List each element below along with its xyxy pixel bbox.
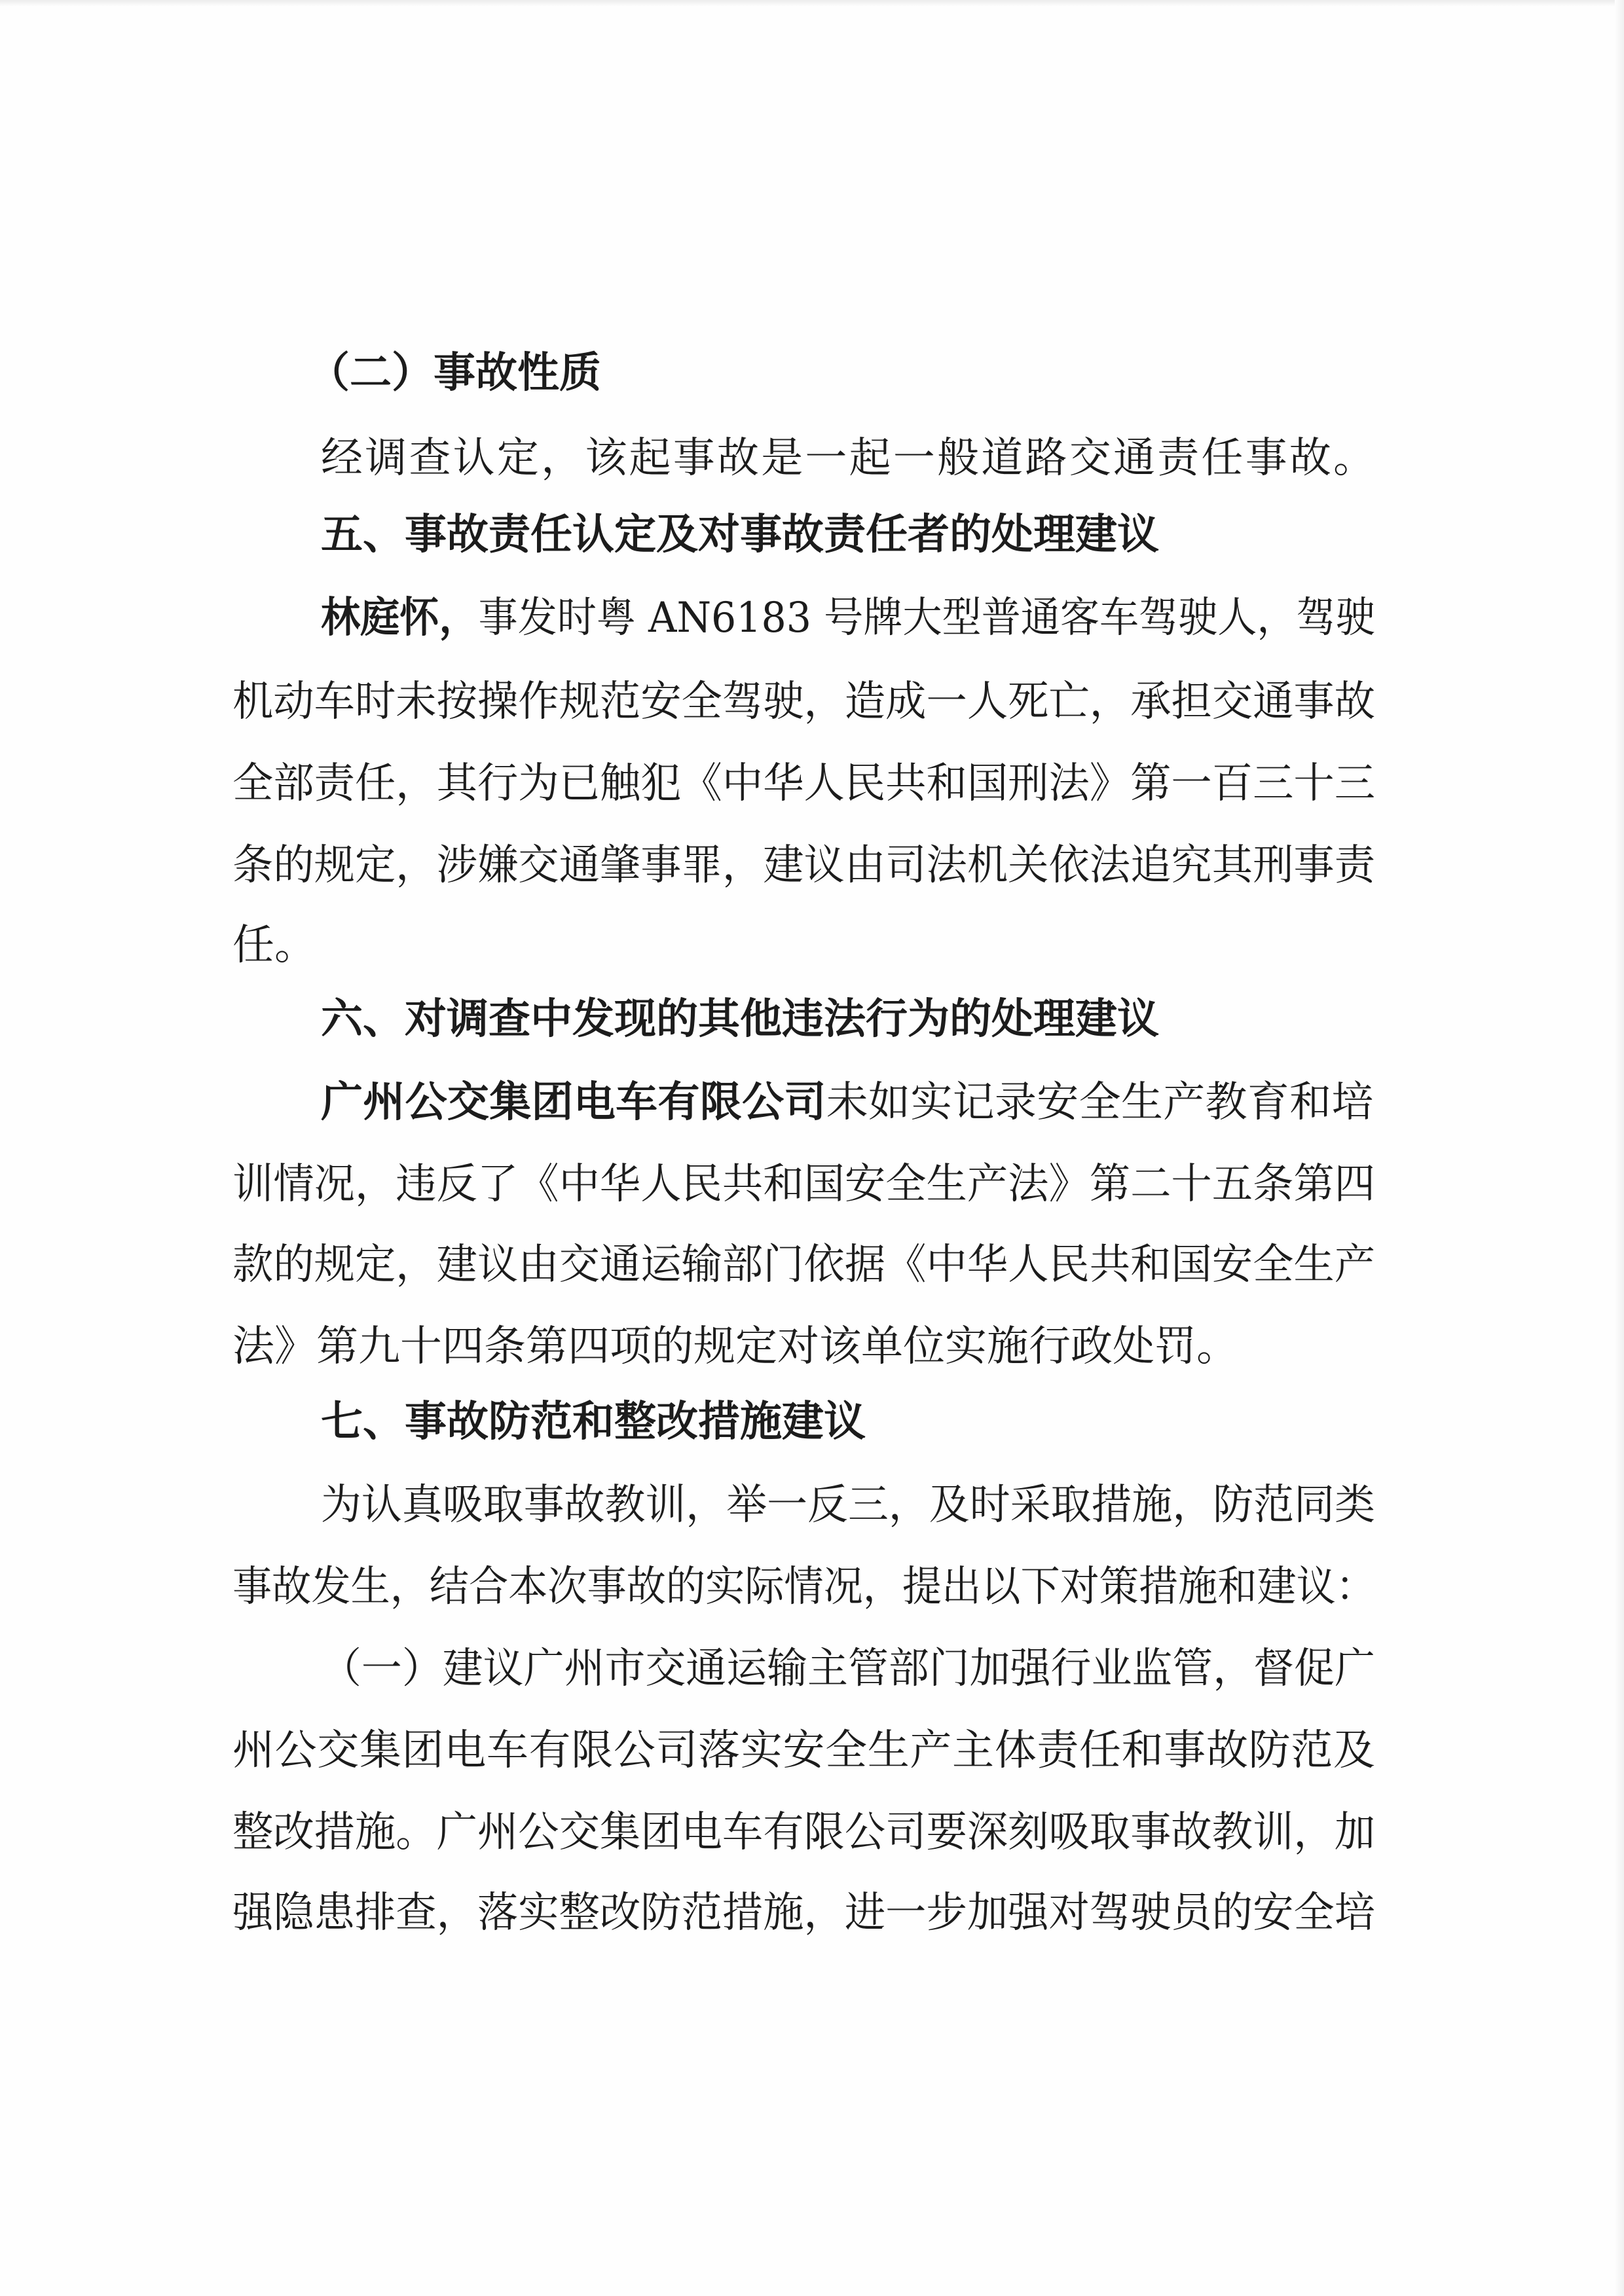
- section-7-item-1-line-3: 整改措施。广州公交集团电车有限公司要深刻吸取事故教训，加: [232, 1808, 1376, 1857]
- section-6-line-4: 法》第九十四条第四项的规定对该单位实施行政处罚。: [232, 1322, 1238, 1371]
- section-7-item-1-line-4: 强隐患排查，落实整改防范措施，进一步加强对驾驶员的安全培: [232, 1889, 1376, 1937]
- section-5-line-5: 任。: [232, 921, 316, 970]
- section-7-item-1-line-1: （一）建议广州市交通运输主管部门加强行业监管，督促广: [321, 1645, 1375, 1693]
- section-6-line-1: [321, 1078, 1374, 1127]
- section-7-line-2: 事故发生，结合本次事故的实际情况，提出以下对策措施和建议：: [232, 1563, 1376, 1611]
- section-6-title: 六、对调查中发现的其他违法行为的处理建议: [321, 995, 1159, 1044]
- section-7-title: 七、事故防范和整改措施建议: [321, 1398, 866, 1446]
- section-5-line-3: 全部责任，其行为已触犯《中华人民共和国刑法》第一百三十三: [232, 759, 1376, 808]
- section-7-line-1: 为认真吸取事故教训，举一反三，及时采取措施，防范同类: [321, 1481, 1375, 1529]
- section-5-title: 五、事故责任认定及对事故责任者的处理建议: [321, 511, 1159, 559]
- scan-edge-top: [0, 0, 1624, 7]
- section-2-title: （二）事故性质: [308, 349, 601, 397]
- section-5-line-4: 条的规定，涉嫌交通肇事罪，建议由司法机关依法追究其刑事责: [232, 841, 1376, 890]
- company-name: 广州公交集团电车有限公司: [321, 1078, 826, 1127]
- scan-edge-right: [1615, 0, 1624, 2296]
- section-5-line-1: [321, 594, 1375, 642]
- section-5-line-2: 机动车时未按操作规范安全驾驶，造成一人死亡，承担交通事故: [232, 678, 1376, 726]
- section-6-line-2: 训情况，违反了《中华人民共和国安全生产法》第二十五条第四: [232, 1160, 1376, 1209]
- person-name: 林庭怀，: [321, 594, 479, 642]
- section-5-line-1-text: 事发时粤 AN6183 号牌大型普通客车驾驶人，驾驶: [478, 594, 1375, 642]
- section-7-item-1-line-2: 州公交集团电车有限公司落实安全生产主体责任和事故防范及: [232, 1726, 1376, 1775]
- section-6-line-3: 款的规定，建议由交通运输部门依据《中华人民共和国安全生产: [232, 1241, 1376, 1289]
- section-6-line-1-text: 未如实记录安全生产教育和培: [826, 1078, 1374, 1127]
- section-2-body: 经调查认定，该起事故是一起一般道路交通责任事故。: [321, 434, 1378, 483]
